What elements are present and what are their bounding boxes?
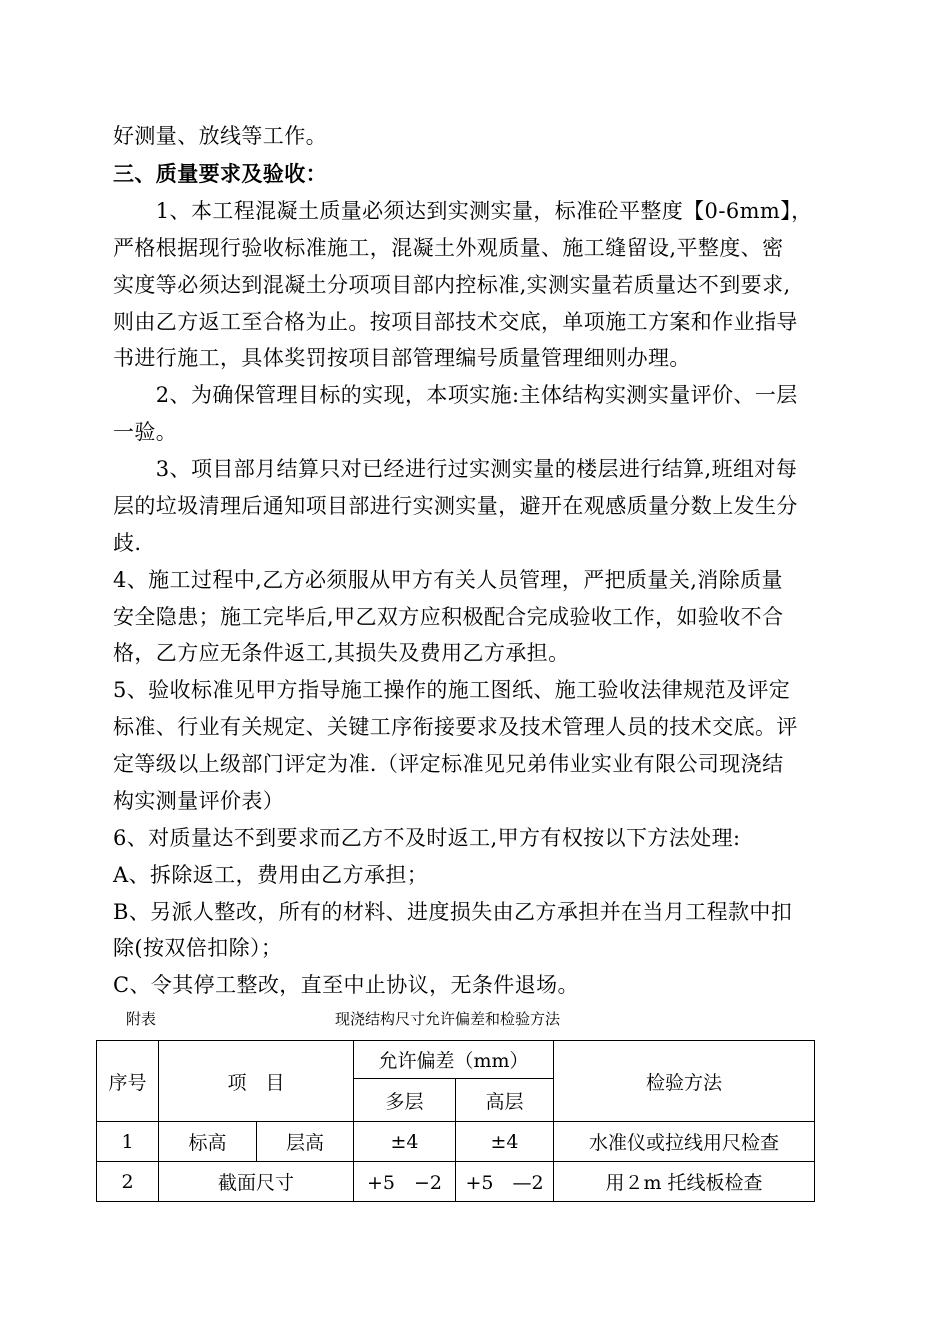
cell-seq: 1 bbox=[97, 1122, 159, 1162]
text-line: 除(按双倍扣除）； bbox=[113, 936, 283, 960]
cell-multi: ±4 bbox=[354, 1122, 456, 1162]
header-multi: 多层 bbox=[354, 1079, 456, 1122]
text-line: A、拆除返工，费用由乙方承担； bbox=[113, 863, 429, 887]
text-line: 3、项目部月结算只对已经进行过实测实量的楼层进行结算,班组对每 bbox=[113, 457, 798, 481]
text-line: 5、验收标准见甲方指导施工操作的施工图纸、施工验收法律规范及评定 bbox=[113, 678, 791, 702]
text-line: 构实测量评价表） bbox=[113, 789, 285, 813]
table-row bbox=[97, 1122, 815, 1162]
text-line: 4、施工过程中,乙方必须服从甲方有关人员管理，严把质量关,消除质量 bbox=[113, 568, 783, 592]
table-caption-title: 现浇结构尺寸允许偏差和检验方法 bbox=[335, 1010, 561, 1028]
cell-seq: 2 bbox=[97, 1162, 159, 1202]
text-line: 严格根据现行验收标准施工，混凝土外观质量、施工缝留设,平整度、密 bbox=[113, 236, 784, 260]
table-caption-label: 附表 bbox=[126, 1010, 157, 1028]
cell-item-a: 标高 bbox=[159, 1122, 257, 1162]
cell-method: 水准仪或拉线用尺检查 bbox=[554, 1122, 815, 1162]
text-line: 2、为确保管理目标的实现，本项实施:主体结构实测实量评价、一层 bbox=[113, 383, 798, 407]
table-header-row bbox=[97, 1041, 815, 1079]
text-line: 1、本工程混凝土质量必须达到实测实量，标准砼平整度【0-6mm】， bbox=[113, 199, 813, 223]
text-line: 6、对质量达不到要求而乙方不及时返工,甲方有权按以下方法处理: bbox=[113, 826, 741, 850]
tolerance-table bbox=[96, 1040, 815, 1202]
cell-method: 用２m 托线板检查 bbox=[554, 1162, 815, 1202]
header-method: 检验方法 bbox=[554, 1041, 815, 1122]
header-high: 高层 bbox=[456, 1079, 554, 1122]
text-line: 定等级以上级部门评定为准.（评定标准见兄弟伟业实业有限公司现浇结 bbox=[113, 752, 784, 776]
text-line: 一验。 bbox=[113, 420, 178, 444]
cell-item: 截面尺寸 bbox=[159, 1162, 354, 1202]
section-heading: 三、质量要求及验收： bbox=[113, 161, 327, 186]
text-line: 格，乙方应无条件返工,其损失及费用乙方承担。 bbox=[113, 641, 570, 665]
header-tolerance: 允许偏差（mm） bbox=[354, 1041, 554, 1079]
text-line: 书进行施工，具体奖罚按项目部管理编号质量管理细则办理。 bbox=[113, 346, 691, 370]
text-line: 层的垃圾清理后通知项目部进行实测实量，避开在观感质量分数上发生分 bbox=[113, 494, 798, 518]
header-item: 项 目 bbox=[159, 1041, 354, 1122]
text-line: 标准、行业有关规定、关键工序衔接要求及技术管理人员的技术交底。评 bbox=[113, 715, 798, 739]
cell-multi: +5 −2 bbox=[354, 1162, 456, 1202]
text-line: B、另派人整改，所有的材料、进度损失由乙方承担并在当月工程款中扣 bbox=[113, 900, 793, 924]
text-line: C、令其停工整改，直至中止协议，无条件退场。 bbox=[113, 973, 579, 997]
text-line: 歧. bbox=[113, 531, 142, 555]
header-seq: 序号 bbox=[97, 1041, 159, 1122]
cell-item-b: 层高 bbox=[257, 1122, 354, 1162]
table-row bbox=[97, 1162, 815, 1202]
text-line: 实度等必须达到混凝土分项项目部内控标准,实测实量若质量达不到要求, bbox=[113, 273, 791, 297]
text-line: 安全隐患；施工完毕后,甲乙双方应积极配合完成验收工作，如验收不合 bbox=[113, 605, 784, 629]
cell-high: ±4 bbox=[456, 1122, 554, 1162]
text-line: 好测量、放线等工作。 bbox=[113, 124, 327, 148]
cell-high: +5 —2 bbox=[456, 1162, 554, 1202]
text-line: 则由乙方返工至合格为止。按项目部技术交底，单项施工方案和作业指导 bbox=[113, 310, 798, 334]
